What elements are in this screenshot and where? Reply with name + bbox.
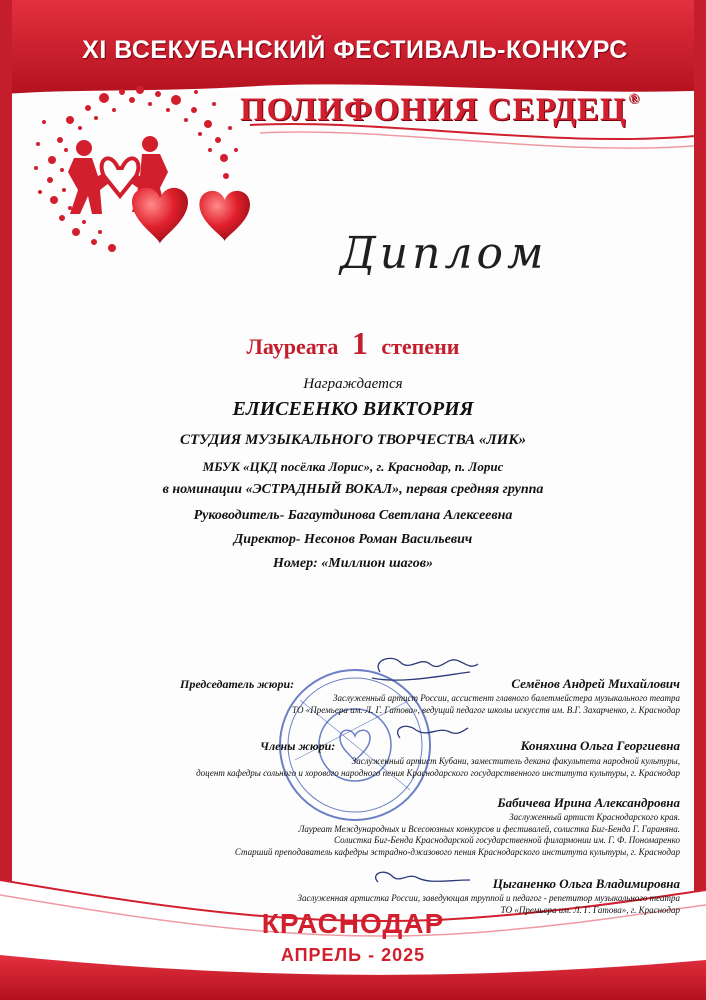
degree-prefix: Лауреата (246, 334, 339, 359)
head-teacher: Руководитель- Багаутдинова Светлана Алексеевна (193, 508, 513, 523)
recipient-name: ЕЛИСЕЕНКО ВИКТОРИЯ (232, 398, 474, 420)
registered-mark: ® (628, 92, 641, 107)
jury-desc-line: ТО «Премьера им. Л. Г. Гатова», г. Краснодар (500, 904, 680, 915)
director: Директор- Несонов Роман Васильевич (233, 532, 473, 547)
jury-member-desc (40, 812, 680, 858)
studio-name: СТУДИЯ МУЗЫКАЛЬНОГО ТВОРЧЕСТВА «ЛИК» (179, 432, 527, 448)
degree-number: 1 (351, 325, 368, 361)
jury-member-name: Коняхина Ольга Георгиевна (520, 738, 680, 753)
jury-desc-line: Старший преподаватель кафедры эстрадно-джазового пения Краснодарского института культуры, г. Краснодар (234, 846, 680, 857)
diploma-heading: Диплом (340, 228, 548, 279)
festival-title: XI ВСЕКУБАНСКИЙ ФЕСТИВАЛЬ-КОНКУРС (82, 36, 628, 64)
date-footer: АПРЕЛЬ - 2025 (280, 945, 426, 965)
degree-suffix: степени (381, 334, 460, 359)
awarded-label: Награждается (303, 376, 403, 392)
jury-desc-line: Заслуженная артистка России, заведующая труппой и педагог - репетитор музыкального театра (297, 893, 680, 903)
city-footer: КРАСНОДАР (261, 908, 445, 939)
jury-member-name: Цыганенко Ольга Владимировна (492, 876, 680, 891)
jury-desc-line: Заслуженный артист России, ассистент главного балетмейстера музыкального театра (333, 693, 680, 703)
organization: МБУК «ЦКД посёлка Лорис», г. Краснодар, п. Лорис (202, 459, 504, 474)
jury-desc-line: ТО «Премьера им. Л. Г. Гатова», ведущий педагог школы искусств им. В.Г. Захарченко, г. Краснодар (292, 704, 680, 715)
jury-member-desc (40, 756, 680, 779)
jury-member-desc (40, 693, 680, 716)
festival-name (190, 92, 690, 129)
performance-piece: Номер: «Миллион шагов» (272, 556, 434, 571)
jury-chair-label: Председатель жюри: (180, 677, 295, 691)
jury-desc-line: Заслуженный артист Краснодарского края. (509, 812, 680, 822)
festival-name-text: ПОЛИФОНИЯ СЕРДЕЦ (239, 92, 627, 128)
jury-desc-line: Солистка Биг-Бенда Краснодарской государственной филармонии им. Г. Ф. Пономаренко (334, 835, 680, 845)
nomination: в номинации «ЭСТРАДНЫЙ ВОКАЛ», первая средняя группа (162, 482, 544, 497)
jury-members-label: Члены жюри: (260, 739, 336, 753)
jury-member-name: Семёнов Андрей Михайлович (511, 676, 680, 691)
jury-desc-line: Заслуженный артист Кубани, заместитель декана факультета народной культуры, (351, 756, 680, 766)
laureate-degree (0, 325, 706, 362)
jury-desc-line: Лауреат Международных и Всесоюзных конкурсов и фестивалей, солистка Биг-Бенда Г. Гараняна. (298, 823, 680, 834)
jury-member-name: Бабичева Ирина Александровна (497, 795, 680, 810)
jury-desc-line: доцент кафедры сольного и хорового народного пения Краснодарского государственного института культуры, г. Краснодар (196, 767, 680, 778)
